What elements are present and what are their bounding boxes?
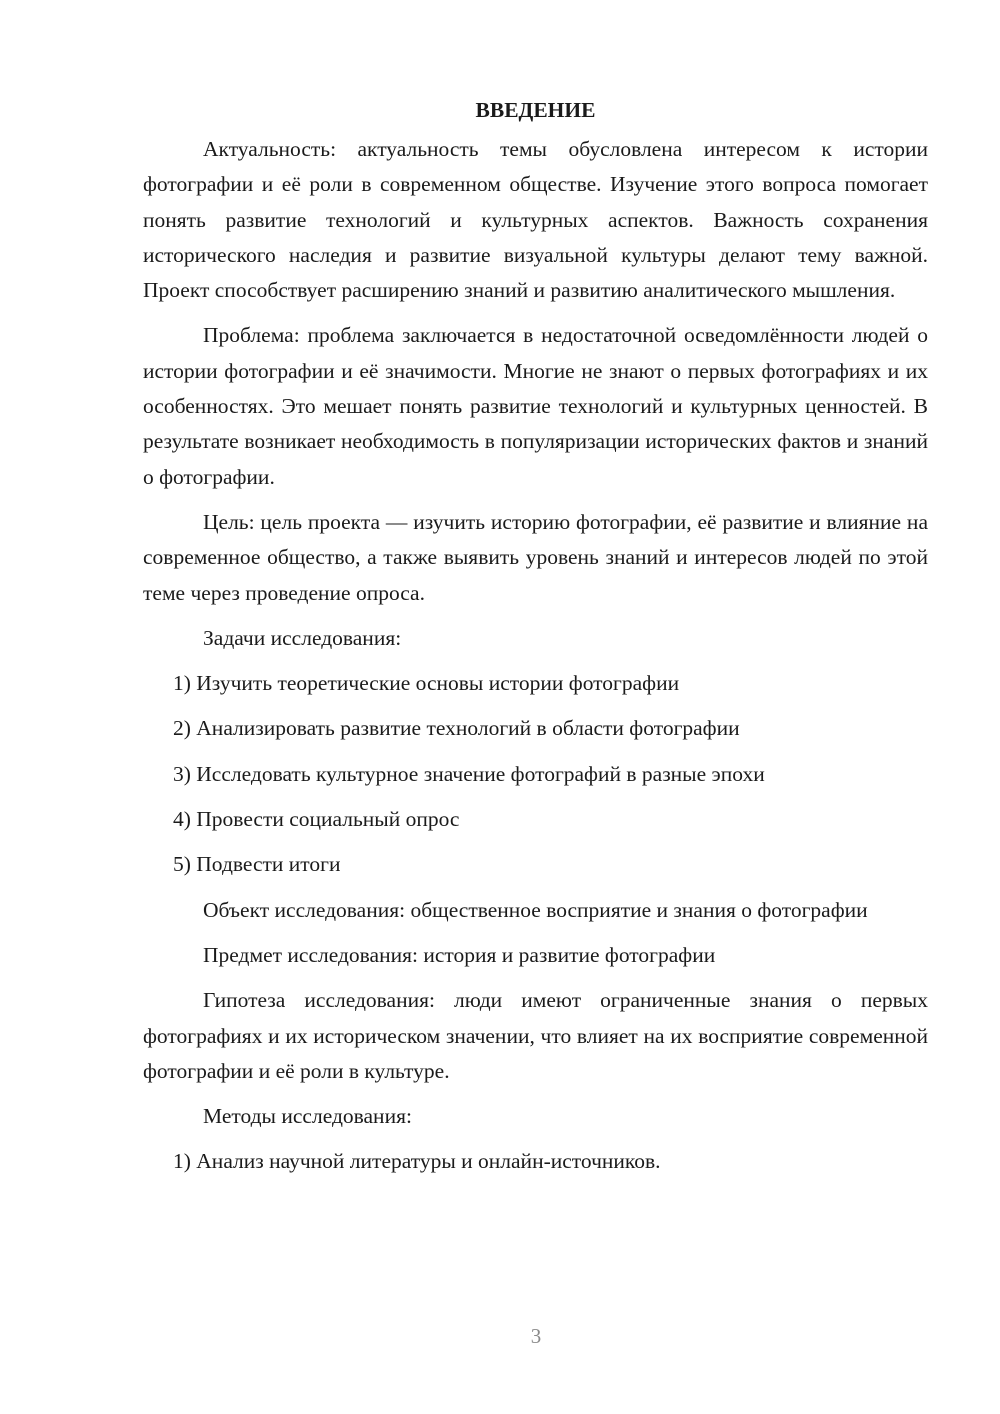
page-number: 3: [530, 1324, 542, 1348]
hypothesis-paragraph: Гипотеза исследования: люди имеют ограниченные знания о первых фотографиях и их историческом значении, что влияет на их восприятие современной фотографии и её роли в культуре.: [143, 988, 928, 1083]
task-item: 4) Провести социальный опрос: [173, 807, 460, 832]
task-item: 1) Изучить теоретические основы истории фотографии: [173, 671, 680, 696]
task-item: 3) Исследовать культурное значение фотографий в разные эпохи: [173, 761, 765, 786]
goal-paragraph: Цель: цель проекта — изучить историю фотографии, её развитие и влияние на современное общество, а также выявить уровень знаний и интересов людей по этой теме через проведение опроса.: [143, 509, 928, 605]
task-item: 5) Подвести итоги: [173, 852, 341, 877]
subject-paragraph: Предмет исследования: история и развитие фотографии: [203, 942, 716, 967]
tasks-label: Задачи исследования:: [203, 625, 402, 650]
document-page: [143, 92, 928, 1190]
method-item: 1) Анализ научной литературы и онлайн-источников.: [173, 1149, 661, 1174]
section-heading: ВВЕДЕНИЕ: [475, 98, 596, 122]
relevance-paragraph: Актуальность: актуальность темы обусловлена интересом к истории фотографии и её роли в современном обществе. Изучение этого вопроса помогает понять развитие технологий и культурных аспектов. Важность сохранения исторического наследия и развитие визуальной культуры делают тему важной. Проект способствует расширению знаний и развитию аналитического мышления.: [143, 137, 928, 303]
object-paragraph: Объект исследования: общественное восприятие и знания о фотографии: [203, 897, 868, 922]
methods-label: Методы исследования:: [203, 1104, 412, 1129]
problem-paragraph: Проблема: проблема заключается в недостаточной осведомлённости людей о истории фотографии и её значимости. Многие не знают о первых фотографиях и их особенностях. Это мешает понять развитие технологий и культурных ценностей. В результате возникает необходимость в популяризации исторических фактов и знаний о фотографии.: [143, 323, 928, 489]
task-item: 2) Анализировать развитие технологий в области фотографии: [173, 716, 740, 741]
